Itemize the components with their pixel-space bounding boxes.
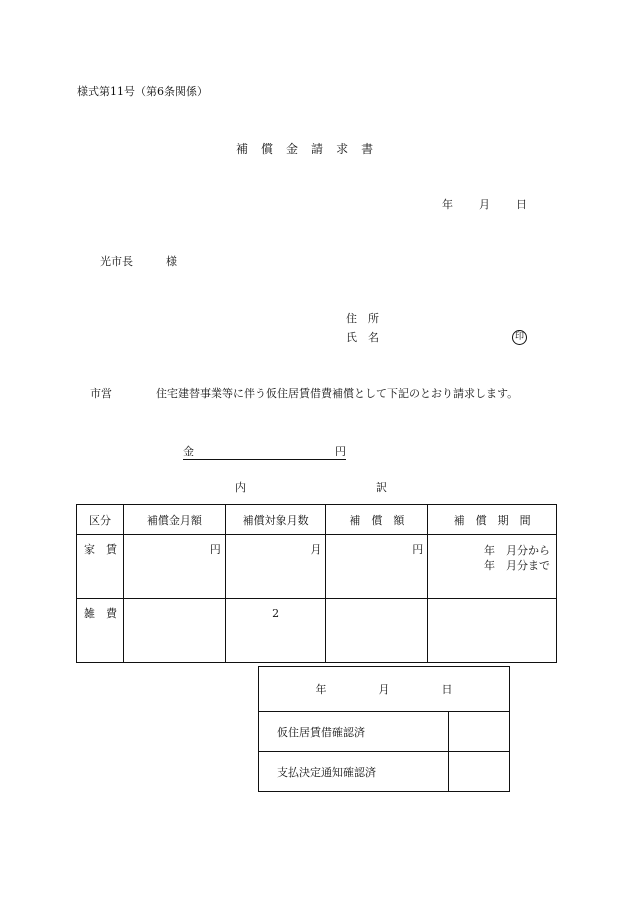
request-body: 住宅建替事業等に伴う仮住居賃借費補償として下記のとおり請求します。 — [156, 387, 519, 400]
cell-months[interactable]: 月 — [225, 535, 326, 599]
header-period: 補 償 期 間 — [428, 505, 557, 535]
period-to: 年 月分まで — [484, 559, 550, 573]
confirm-year: 年 — [315, 683, 327, 696]
confirm-day: 日 — [441, 683, 453, 696]
breakdown-right: 訳 — [376, 481, 387, 494]
document-title — [236, 143, 386, 155]
header-category: 区分 — [77, 505, 124, 535]
cell-category: 家 賃 — [77, 535, 124, 599]
seal-mark: 印 — [512, 330, 527, 345]
confirm-row — [259, 712, 510, 752]
title-char: 求 — [336, 142, 349, 156]
form-number: 様式第11号（第6条関係） — [77, 85, 208, 98]
confirm-stamp-box[interactable] — [449, 752, 510, 792]
header-months: 補償対象月数 — [225, 505, 326, 535]
cell-monthly[interactable]: 円 — [123, 535, 225, 599]
cell-amount[interactable]: 円 — [326, 535, 428, 599]
amount-prefix: 金 — [183, 445, 194, 458]
cell-period[interactable] — [428, 599, 557, 663]
cell-monthly[interactable] — [123, 599, 225, 663]
name-label: 氏 名 — [346, 331, 379, 344]
confirmation-table — [258, 666, 510, 792]
request-statement — [90, 388, 518, 399]
addressee-honorific: 様 — [166, 255, 177, 268]
request-prefix: 市営 — [90, 387, 112, 400]
confirm-label: 仮住居賃借確認済 — [259, 712, 449, 752]
cell-amount[interactable] — [326, 599, 428, 663]
addressee-name: 光市長 — [100, 255, 133, 268]
confirm-row — [259, 752, 510, 792]
title-char: 請 — [311, 142, 324, 156]
table-row — [77, 599, 557, 663]
date-line — [442, 199, 527, 210]
breakdown-left: 内 — [235, 481, 246, 494]
table-row — [77, 535, 557, 599]
title-char: 補 — [236, 142, 249, 156]
date-year: 年 — [442, 198, 453, 211]
addressee — [100, 256, 177, 267]
header-amount: 補 償 額 — [326, 505, 428, 535]
amount-line — [183, 446, 346, 460]
header-monthly: 補償金月額 — [123, 505, 225, 535]
confirm-label: 支払決定通知確認済 — [259, 752, 449, 792]
title-char: 書 — [361, 142, 374, 156]
cell-months: 2 — [225, 599, 326, 663]
breakdown-heading — [235, 482, 387, 493]
address-label: 住 所 — [346, 312, 379, 325]
period-from: 年 月分から — [484, 544, 550, 557]
title-char: 金 — [286, 142, 299, 156]
amount-suffix: 円 — [335, 445, 346, 458]
date-day: 日 — [516, 198, 527, 211]
confirm-month: 月 — [378, 683, 390, 696]
confirm-date-row — [259, 667, 510, 712]
breakdown-table — [76, 504, 557, 663]
confirm-date — [259, 667, 510, 712]
confirm-stamp-box[interactable] — [449, 712, 510, 752]
table-header-row — [77, 505, 557, 535]
date-month: 月 — [479, 198, 490, 211]
cell-category: 雑 費 — [77, 599, 124, 663]
title-char: 償 — [261, 142, 274, 156]
cell-period[interactable] — [428, 535, 557, 599]
